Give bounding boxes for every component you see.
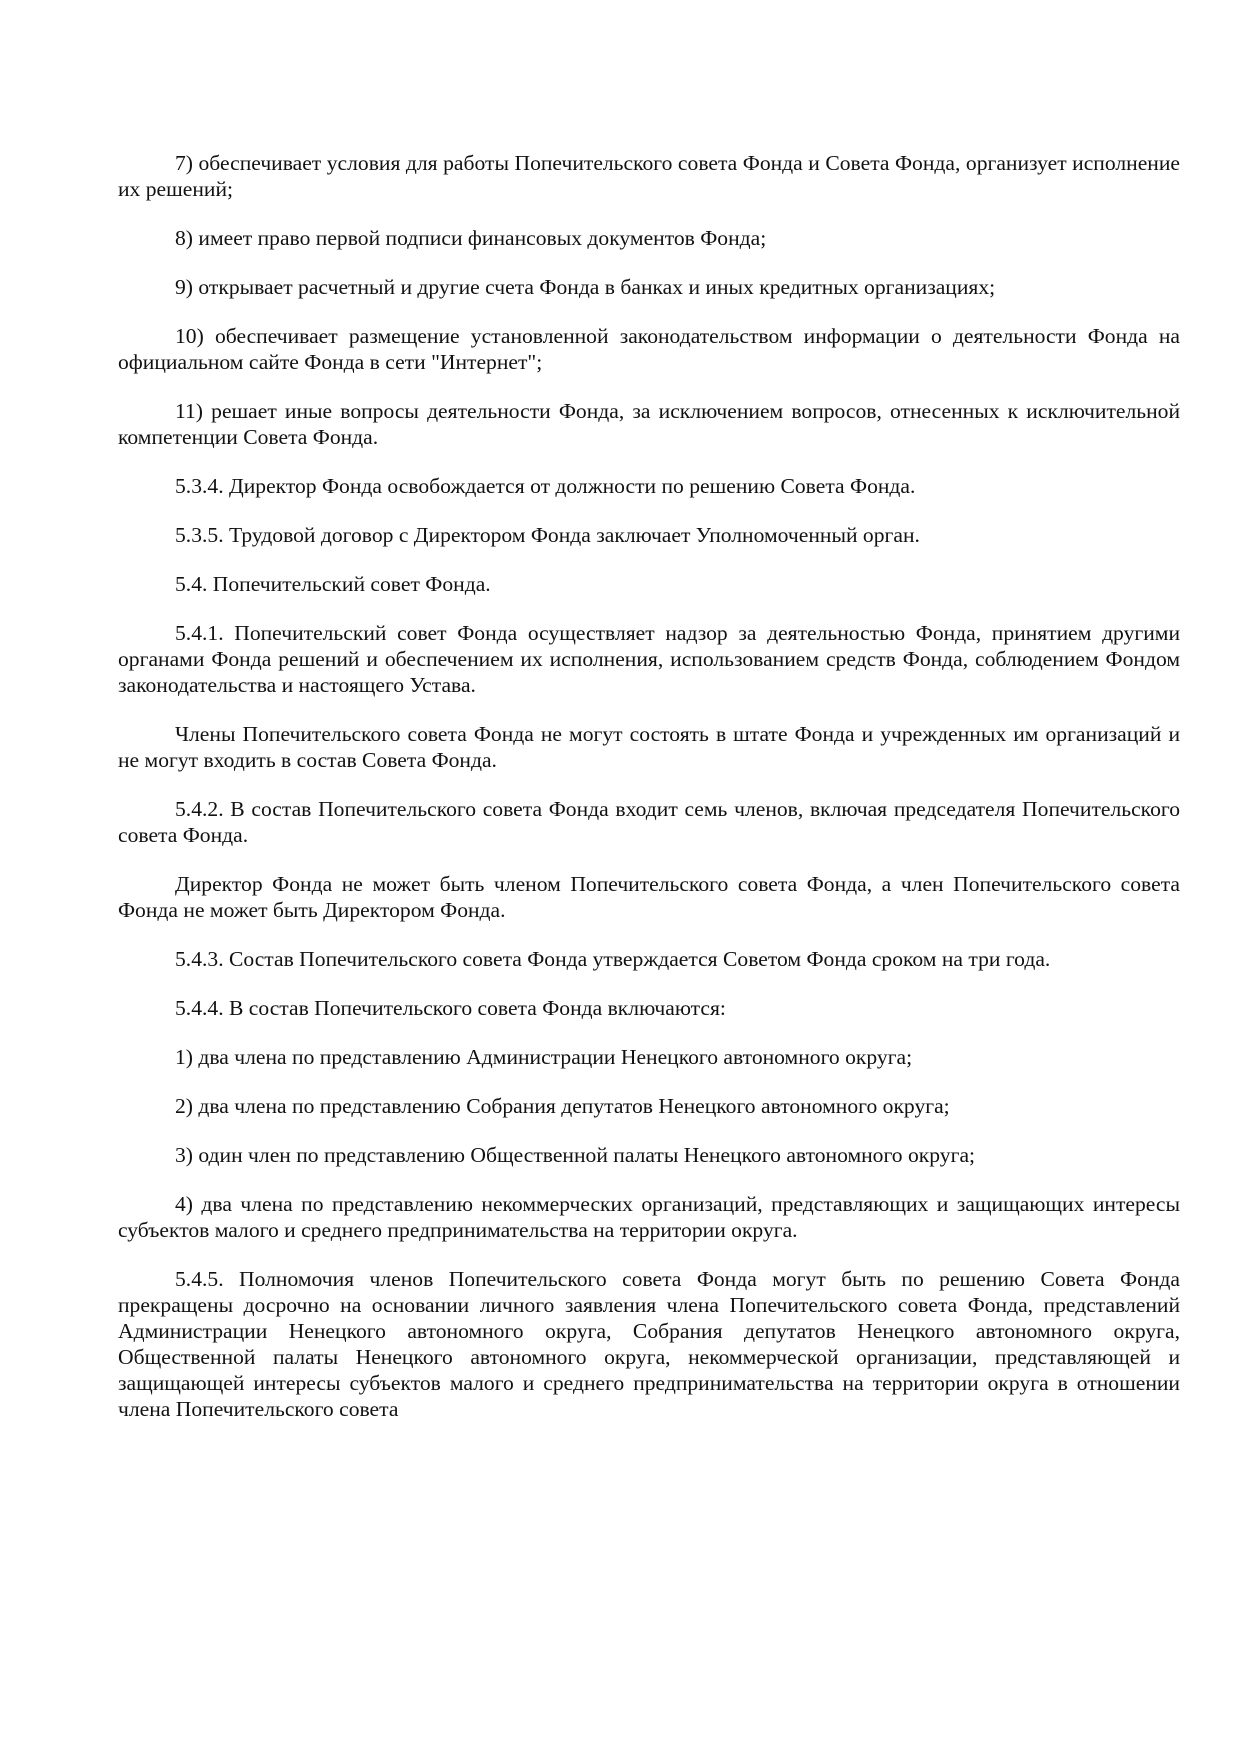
paragraph-5-4-3: 5.4.3. Состав Попечительского совета Фонда утверждается Советом Фонда сроком на три года. (175, 947, 1051, 971)
section-heading-5-4: 5.4. Попечительский совет Фонда. (175, 572, 491, 596)
list-item-4: 4) два члена по представлению некоммерческих организаций, представляющих и защищающих интересы субъектов малого и среднего предпринимательства на территории округа. (118, 1192, 1180, 1242)
paragraph-item-8: 8) имеет право первой подписи финансовых документов Фонда; (175, 226, 767, 250)
paragraph-item-11: 11) решает иные вопросы деятельности Фонда, за исключением вопросов, отнесенных к исключительной компетенции Совета Фонда. (118, 399, 1180, 449)
paragraph-5-4-2-director: Директор Фонда не может быть членом Попечительского совета Фонда, а член Попечительского совета Фонда не может быть Директором Фонда. (118, 872, 1180, 922)
paragraph-5-4-1-members: Члены Попечительского совета Фонда не могут состоять в штате Фонда и учрежденных им организаций и не могут входить в состав Совета Фонда. (118, 722, 1180, 772)
paragraph-5-3-5: 5.3.5. Трудовой договор с Директором Фонда заключает Уполномоченный орган. (175, 523, 920, 547)
paragraph-item-10: 10) обеспечивает размещение установленной законодательством информации о деятельности Фонда на официальном сайте Фонда в сети "Интернет"; (118, 324, 1180, 374)
list-item-2: 2) два члена по представлению Собрания депутатов Ненецкого автономного округа; (175, 1094, 950, 1118)
paragraph-5-4-2: 5.4.2. В состав Попечительского совета Фонда входит семь членов, включая председателя Попечительского совета Фонда. (118, 797, 1180, 847)
paragraph-5-4-1: 5.4.1. Попечительский совет Фонда осуществляет надзор за деятельностью Фонда, принятием другими органами Фонда решений и обеспечением их исполнения, использованием средств Фонда, соблюдением Фондом законодательства и настоящего Устава. (118, 621, 1180, 697)
paragraph-5-3-4: 5.3.4. Директор Фонда освобождается от должности по решению Совета Фонда. (175, 474, 916, 498)
paragraph-item-7: 7) обеспечивает условия для работы Попечительского совета Фонда и Совета Фонда, организует исполнение их решений; (118, 151, 1180, 201)
paragraph-5-4-4: 5.4.4. В состав Попечительского совета Фонда включаются: (175, 996, 726, 1020)
list-item-3: 3) один член по представлению Общественной палаты Ненецкого автономного округа; (175, 1143, 976, 1167)
paragraph-5-4-5: 5.4.5. Полномочия членов Попечительского совета Фонда могут быть по решению Совета Фонда прекращены досрочно на основании личного заявления члена Попечительского совета Фонда, представлений Администрации Ненецкого автономного округа, Собрания депутатов Ненецкого автономного округа, Общественной палаты Ненецкого автономного округа, некоммерческой организации, представляющей и защищающей интересы субъектов малого и среднего предпринимательства на территории округа в отношении члена Попечительского совета (118, 1267, 1180, 1421)
paragraph-item-9: 9) открывает расчетный и другие счета Фонда в банках и иных кредитных организациях; (175, 275, 996, 299)
list-item-1: 1) два члена по представлению Администрации Ненецкого автономного округа; (175, 1045, 913, 1069)
document-page (118, 150, 1180, 1445)
